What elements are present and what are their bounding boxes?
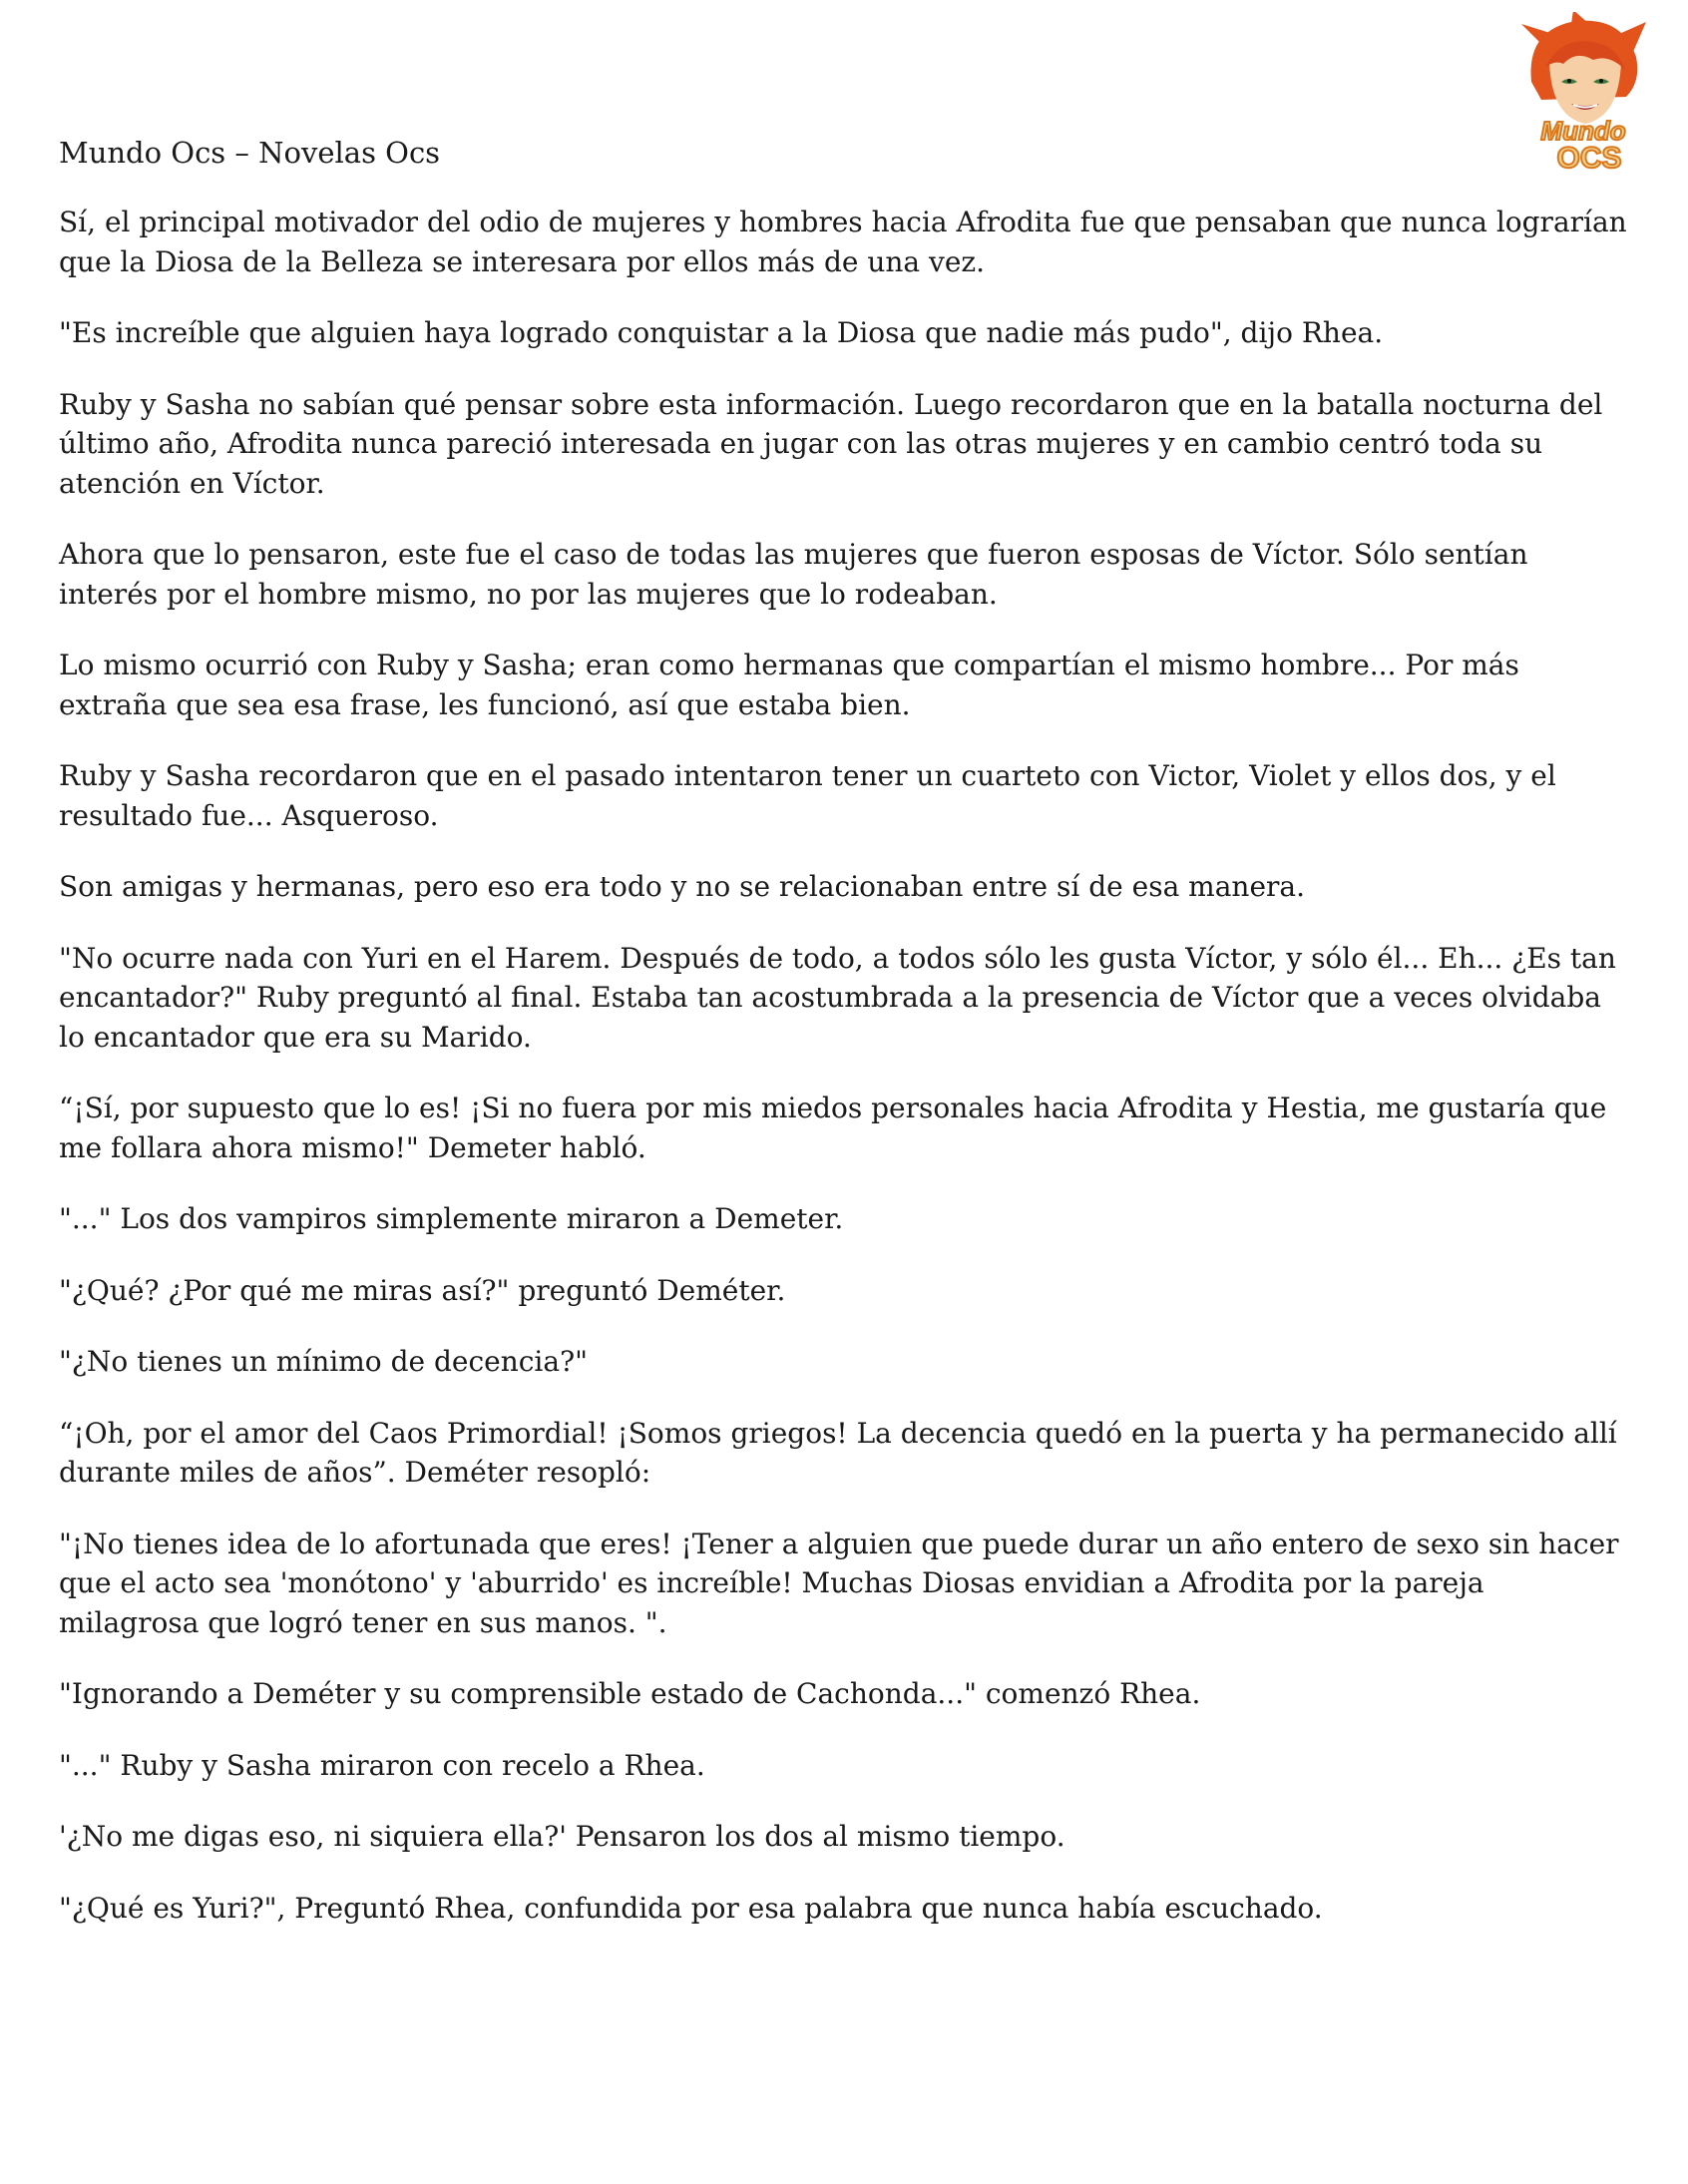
paragraph: Ruby y Sasha no sabían qué pensar sobre esta información. Luego recordaron que en la batalla nocturna del último año, Afrodita nunca pareció interesada en jugar con las otras mujeres y en cambio centró toda su atención en Víctor. xyxy=(59,387,1603,500)
paragraph: "¡No tienes idea de lo afortunada que eres! ¡Tener a alguien que puede durar un año entero de sexo sin hacer que el acto sea 'monótono' y 'aburrido' es increíble! Muchas Diosas envidian a Afrodita por la pareja milagrosa que logró tener en sus manos. ". xyxy=(59,1527,1619,1639)
logo-text-mundo: Mundo xyxy=(1540,116,1626,146)
page-header: Mundo Ocs – Novelas Ocs xyxy=(59,136,441,170)
mundo-ocs-logo xyxy=(1501,12,1661,172)
paragraph: "Ignorando a Deméter y su comprensible estado de Cachonda..." comenzó Rhea. xyxy=(59,1677,1201,1710)
paragraph: "¿Qué? ¿Por qué me miras así?" preguntó Deméter. xyxy=(59,1273,786,1307)
document-body xyxy=(59,203,1630,1960)
paragraph: “¡Oh, por el amor del Caos Primordial! ¡Somos griegos! La decencia quedó en la puerta y ha permanecido allí durante miles de años”. Deméter resopló: xyxy=(59,1416,1617,1489)
paragraph: "..." Los dos vampiros simplemente miraron a Demeter. xyxy=(59,1202,844,1235)
paragraph: Son amigas y hermanas, pero eso era todo y no se relacionaban entre sí de esa manera. xyxy=(59,870,1305,903)
paragraph: "..." Ruby y Sasha miraron con recelo a Rhea. xyxy=(59,1748,705,1782)
paragraph: "No ocurre nada con Yuri en el Harem. Después de todo, a todos sólo les gusta Víctor, y sólo él... Eh... ¿Es tan encantador?" Ruby preguntó al final. Estaba tan acostumbrada a la presencia de Víctor que a veces olvidaba lo encantador que era su Marido. xyxy=(59,941,1616,1054)
paragraph: "¿No tienes un mínimo de decencia?" xyxy=(59,1345,588,1378)
logo-text-ocs: OCS xyxy=(1556,142,1622,172)
paragraph: '¿No me digas eso, ni siquiera ella?' Pensaron los dos al mismo tiempo. xyxy=(59,1820,1065,1853)
paragraph: Lo mismo ocurrió con Ruby y Sasha; eran como hermanas que compartían el mismo hombre... Por más extraña que sea esa frase, les funcionó, así que estaba bien. xyxy=(59,649,1519,721)
paragraph: “¡Sí, por supuesto que lo es! ¡Si no fuera por mis miedos personales hacia Afrodita y Hestia, me gustaría que me follara ahora mismo!" Demeter habló. xyxy=(59,1092,1607,1164)
paragraph: "Es increíble que alguien haya logrado conquistar a la Diosa que nadie más pudo", dijo Rhea. xyxy=(59,316,1384,349)
paragraph: "¿Qué es Yuri?", Preguntó Rhea, confundida por esa palabra que nunca había escuchado. xyxy=(59,1891,1323,1925)
logo-mascot-icon xyxy=(1501,12,1661,172)
paragraph: Sí, el principal motivador del odio de mujeres y hombres hacia Afrodita fue que pensaban que nunca lograrían que la Diosa de la Belleza se interesara por ellos más de una vez. xyxy=(59,206,1627,278)
paragraph: Ahora que lo pensaron, este fue el caso de todas las mujeres que fueron esposas de Víctor. Sólo sentían interés por el hombre mismo, no por las mujeres que lo rodeaban. xyxy=(59,538,1528,611)
paragraph: Ruby y Sasha recordaron que en el pasado intentaron tener un cuarteto con Victor, Violet y ellos dos, y el resultado fue... Asqueroso. xyxy=(59,759,1556,832)
